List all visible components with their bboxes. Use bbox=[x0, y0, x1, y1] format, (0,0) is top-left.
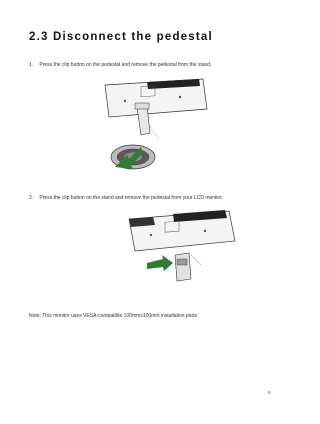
step-number: 2. bbox=[29, 195, 34, 201]
section-heading bbox=[29, 31, 213, 43]
section-number: 2.3 bbox=[29, 31, 49, 43]
note-text: Note: This monitor uses VESA-compatible 100mmx100mm installation ports. bbox=[29, 313, 199, 319]
step-number: 1. bbox=[29, 62, 34, 68]
step-2 bbox=[29, 195, 223, 201]
page-number: 5 bbox=[268, 390, 271, 395]
monitor-stand-removal-illustration bbox=[125, 205, 240, 290]
step-text: Press the clip button on the stand and remove the pedestal from your LCD monitor. bbox=[39, 195, 224, 201]
section-title: Disconnect the pedestal bbox=[53, 31, 213, 43]
step-1 bbox=[29, 62, 211, 68]
monitor-pedestal-removal-illustration bbox=[95, 75, 215, 180]
removal-arrow bbox=[147, 255, 173, 271]
step-text: Press the clip button on the pedestal and remove the pedestal from the stand. bbox=[39, 62, 212, 68]
stand-neck bbox=[175, 253, 191, 281]
